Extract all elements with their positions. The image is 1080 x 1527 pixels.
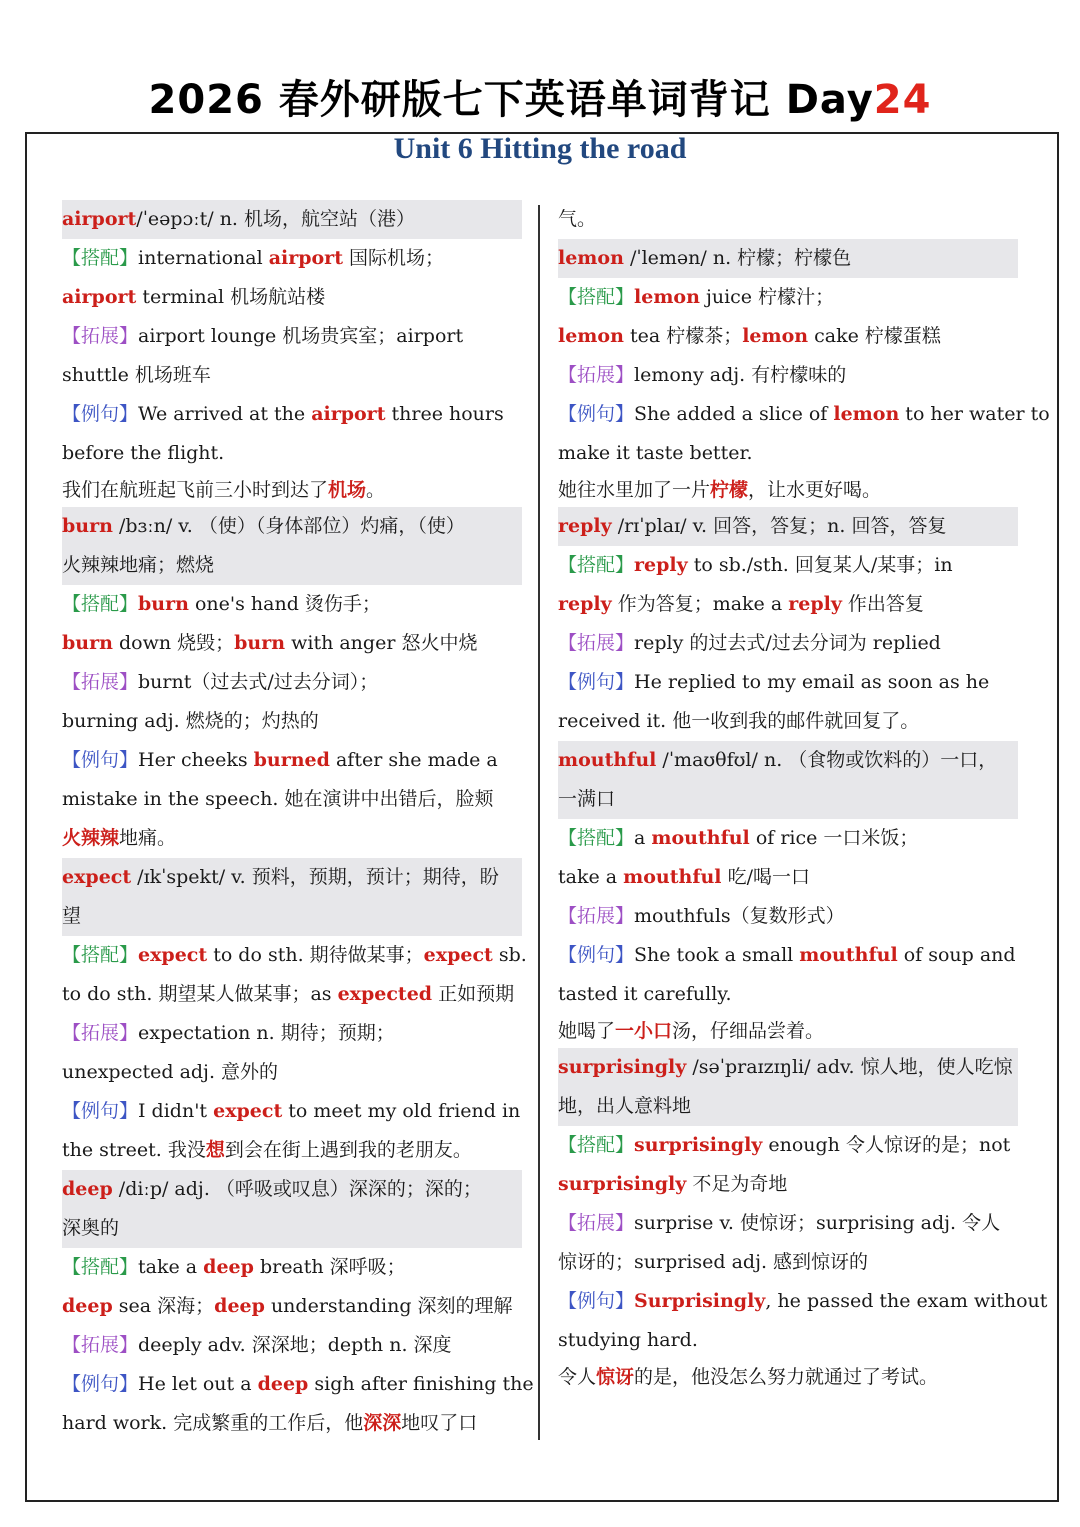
line-text: tea 柠檬茶； <box>623 325 743 347</box>
line-text: 地叹了口 <box>401 1412 478 1434</box>
line-text: to her water to <box>899 403 1050 425</box>
extension-tag: 【拓展】 <box>62 325 139 347</box>
left-column <box>62 200 534 1443</box>
line-text: burning adj. 燃烧的；灼热的 <box>62 710 319 732</box>
line-text: of soup and <box>897 944 1016 966</box>
highlight-term: 柠檬 <box>710 479 749 501</box>
line-text: after she made a <box>329 749 498 771</box>
collocation-tag: 【搭配】 <box>558 286 635 308</box>
line-text: 一满口 <box>558 788 616 810</box>
entry-header-line <box>62 546 522 585</box>
line-text: take a <box>138 1256 204 1278</box>
entry-line <box>558 1126 1018 1165</box>
entry-line <box>558 473 1018 507</box>
line-text: 正如预期 <box>432 983 515 1005</box>
line-text: /ˈlemən/ n. 柠檬；柠檬色 <box>623 247 852 269</box>
entry-line <box>62 395 522 434</box>
highlight-term: expect <box>213 1100 283 1122</box>
example-tag: 【例句】 <box>62 403 139 425</box>
entry-header-line <box>558 1087 1018 1126</box>
line-text: to do sth. 期待做某事； <box>207 944 424 966</box>
highlight-term: 火辣辣 <box>62 827 120 849</box>
line-text: 深奥的 <box>62 1217 120 1239</box>
line-text: lemony adj. 有柠檬味的 <box>634 364 847 386</box>
entry-line <box>62 317 522 356</box>
entry-line <box>558 1165 1018 1204</box>
line-text: 汤，仔细品尝着。 <box>672 1020 825 1042</box>
document-title <box>0 68 1080 125</box>
entry-header-line <box>62 858 522 897</box>
entry-line <box>558 702 1018 741</box>
highlight-term: airport <box>311 403 386 425</box>
line-text: tasted it carefully. <box>558 983 732 1005</box>
entry-line <box>558 897 1018 936</box>
line-text: of rice 一口米饭； <box>749 827 919 849</box>
line-text: make it taste better. <box>558 442 753 464</box>
line-text: /diːp/ adj. （呼吸或叹息）深深的；深的； <box>112 1178 482 1200</box>
highlight-term: burn <box>138 593 189 615</box>
line-text: one's hand 烫伤手； <box>188 593 381 615</box>
line-text: 地，出人意料地 <box>558 1095 692 1117</box>
entry-header-line <box>62 1209 522 1248</box>
line-text: airport lounge 机场贵宾室；airport <box>138 325 464 347</box>
line-text: deeply adv. 深深地；depth n. 深度 <box>138 1334 452 1356</box>
entry-header-line <box>558 780 1018 819</box>
highlight-term: 想 <box>205 1139 225 1161</box>
highlight-term: mouthful <box>651 827 750 849</box>
example-tag: 【例句】 <box>558 671 635 693</box>
line-text: sea 深海； <box>112 1295 215 1317</box>
entry-line <box>558 200 1018 239</box>
line-text: cake 柠檬蛋糕 <box>808 325 941 347</box>
headword: airport <box>62 208 137 230</box>
entry-line <box>62 936 527 975</box>
entry-line <box>558 546 1018 585</box>
entry-line <box>558 819 1018 858</box>
line-text: Her cheeks <box>138 749 254 771</box>
collocation-tag: 【搭配】 <box>62 1256 139 1278</box>
line-text: with anger 怒火中烧 <box>285 632 478 654</box>
line-text: terminal 机场航站楼 <box>136 286 326 308</box>
highlight-term: lemon <box>558 325 624 347</box>
extension-tag: 【拓展】 <box>62 1334 139 1356</box>
line-text: understanding 深刻的理解 <box>264 1295 513 1317</box>
entry-line <box>62 663 522 702</box>
line-text: 望 <box>62 905 82 927</box>
line-text: mouthfuls（复数形式） <box>634 905 845 927</box>
entry-line <box>62 434 522 473</box>
line-text: shuttle 机场班车 <box>62 364 211 386</box>
highlight-term: burn <box>62 632 113 654</box>
entry-line <box>558 858 1018 897</box>
entry-line <box>558 1321 1018 1360</box>
entry-line <box>558 1243 1018 1282</box>
example-tag: 【例句】 <box>558 944 635 966</box>
unit-title: Unit 6 Hitting the road <box>393 132 687 165</box>
line-text: down 烧毁； <box>112 632 235 654</box>
highlight-term: mouthful <box>799 944 898 966</box>
entry-header-line <box>62 507 522 546</box>
entry-line <box>62 1404 522 1443</box>
line-text: to sb./sth. 回复某人/某事；in <box>687 554 953 576</box>
line-text: /ˈmaʊθfʊl/ n. （食物或饮料的）一口， <box>656 749 998 771</box>
line-text: the street. 我没 <box>62 1139 206 1161</box>
highlight-term: 惊讶 <box>596 1366 635 1388</box>
entry-line <box>558 1282 1048 1321</box>
extension-tag: 【拓展】 <box>62 1022 139 1044</box>
line-text: three hours <box>385 403 504 425</box>
entry-line <box>62 975 522 1014</box>
entry-line <box>558 1014 1018 1048</box>
collocation-tag: 【搭配】 <box>558 827 635 849</box>
headword: expect <box>62 866 132 888</box>
line-text: juice 柠檬汁； <box>699 286 835 308</box>
line-text: unexpected adj. 意外的 <box>62 1061 279 1083</box>
line-text: 地痛。 <box>119 827 177 849</box>
line-text: 火辣辣地痛；燃烧 <box>62 554 215 576</box>
line-text: 气。 <box>558 208 597 230</box>
day-number: 24 <box>873 77 932 123</box>
entry-line <box>558 1204 1018 1243</box>
collocation-tag: 【搭配】 <box>558 554 635 576</box>
highlight-term: mouthful <box>623 866 722 888</box>
entry-line <box>62 1248 522 1287</box>
line-text: received it. 他一收到我的邮件就回复了。 <box>558 710 920 732</box>
collocation-tag: 【搭配】 <box>62 593 139 615</box>
line-text: enough 令人惊讶的是；not <box>762 1134 1011 1156</box>
entry-line <box>62 1014 522 1053</box>
highlight-term: burn <box>234 632 286 654</box>
line-text: 她往水里加了一片 <box>558 479 711 501</box>
highlight-term: deep <box>62 1295 113 1317</box>
highlight-term: airport <box>62 286 137 308</box>
highlight-term: deep <box>257 1373 309 1395</box>
line-text: reply 的过去式/过去分词为 replied <box>634 632 941 654</box>
line-text: mistake in the speech. 她在演讲中出错后，脸颊 <box>62 788 494 810</box>
entry-header-line <box>62 1170 522 1209</box>
line-text: , he passed the exam without <box>765 1290 1048 1312</box>
highlight-term: 一小口 <box>615 1020 673 1042</box>
entry-line <box>62 239 522 278</box>
collocation-tag: 【搭配】 <box>62 944 139 966</box>
extension-tag: 【拓展】 <box>558 1212 635 1234</box>
headword: mouthful <box>558 749 657 771</box>
entry-line <box>62 624 522 663</box>
example-tag: 【例句】 <box>558 403 635 425</box>
highlight-term: expect <box>138 944 208 966</box>
extension-tag: 【拓展】 <box>558 905 635 927</box>
entry-line <box>62 1365 534 1404</box>
highlight-term: expected <box>337 983 433 1005</box>
line-text: /bɜːn/ v. （使）（身体部位）灼痛，（使） <box>112 515 465 537</box>
line-text: burnt（过去式/过去分词）； <box>138 671 379 693</box>
example-tag: 【例句】 <box>62 749 139 771</box>
extension-tag: 【拓展】 <box>558 364 635 386</box>
entry-line <box>62 585 522 624</box>
entry-line <box>558 624 1018 663</box>
entry-line <box>558 395 1050 434</box>
highlight-term: reply <box>634 554 688 576</box>
highlight-term: reply <box>788 593 842 615</box>
extension-tag: 【拓展】 <box>558 632 635 654</box>
line-text: 令人 <box>558 1366 597 1388</box>
entry-line <box>558 663 1018 702</box>
line-text: /səˈpraɪzɪŋli/ adv. 惊人地，使人吃惊 <box>686 1056 1013 1078</box>
entry-line <box>62 1326 522 1365</box>
line-text: He replied to my email as soon as he <box>634 671 990 693</box>
highlight-term: surprisingly <box>558 1173 687 1195</box>
line-text: We arrived at the <box>138 403 312 425</box>
line-text: sigh after finishing the <box>308 1373 534 1395</box>
line-text: /ˈeəpɔːt/ n. 机场，航空站（港） <box>136 208 416 230</box>
line-text: She took a small <box>634 944 800 966</box>
highlight-term: deep <box>214 1295 265 1317</box>
line-text: 国际机场； <box>342 247 445 269</box>
headword: deep <box>62 1178 113 1200</box>
highlight-term: Surprisingly <box>634 1290 766 1312</box>
line-text: hard work. 完成繁重的工作后，他 <box>62 1412 364 1434</box>
entry-line <box>558 585 1018 624</box>
entry-line <box>558 317 1018 356</box>
line-text: He let out a <box>138 1373 258 1395</box>
highlight-term: deep <box>203 1256 254 1278</box>
line-text: 她喝了 <box>558 1020 616 1042</box>
collocation-tag: 【搭配】 <box>558 1134 635 1156</box>
entry-header-line <box>558 1048 1018 1087</box>
highlight-term: 深深 <box>363 1412 402 1434</box>
entry-line <box>62 1131 522 1170</box>
line-text: international <box>138 247 269 269</box>
highlight-term: burned <box>253 749 330 771</box>
line-text: surprise v. 使惊讶；surprising adj. 令人 <box>634 1212 1001 1234</box>
line-text: 的是，他没怎么努力就通过了考试。 <box>634 1366 939 1388</box>
entry-line <box>558 356 1018 395</box>
column-divider <box>538 205 540 1440</box>
line-text: studying hard. <box>558 1329 698 1351</box>
line-text: 到会在街上遇到我的老朋友。 <box>224 1139 472 1161</box>
highlight-term: airport <box>268 247 343 269</box>
collocation-tag: 【搭配】 <box>62 247 139 269</box>
line-text: 惊讶的；surprised adj. 感到惊讶的 <box>558 1251 869 1273</box>
entry-header-line <box>62 200 522 239</box>
entry-header-line <box>558 239 1018 278</box>
line-text: to do sth. 期望某人做某事；as <box>62 983 338 1005</box>
headword: surprisingly <box>558 1056 687 1078</box>
entry-line <box>558 278 1018 317</box>
entry-line <box>62 473 522 507</box>
line-text: /ɪkˈspekt/ v. 预料，预期，预计；期待，盼 <box>131 866 499 888</box>
entry-line <box>558 975 1018 1014</box>
entry-line <box>558 434 1018 473</box>
line-text: a <box>634 827 652 849</box>
entry-line <box>62 278 522 317</box>
line-text: 作出答复 <box>841 593 924 615</box>
line-text: before the flight. <box>62 442 225 464</box>
entry-header-line <box>558 507 1018 546</box>
line-text: 不足为奇地 <box>686 1173 788 1195</box>
entry-line <box>62 1287 522 1326</box>
highlight-term: expect <box>423 944 493 966</box>
entry-line <box>62 1053 522 1092</box>
line-text: I didn't <box>138 1100 214 1122</box>
entry-header-line <box>558 741 1018 780</box>
entry-header-line <box>62 897 522 936</box>
line-text: take a <box>558 866 624 888</box>
entry-line <box>558 1360 1018 1394</box>
headword: burn <box>62 515 113 537</box>
title-text: 2026 春外研版七下英语单词背记 Day <box>148 77 874 123</box>
headword: lemon <box>558 247 624 269</box>
line-text: 作为答复；make a <box>611 593 789 615</box>
entry-line <box>558 936 1018 975</box>
line-text: ，让水更好喝。 <box>748 479 882 501</box>
example-tag: 【例句】 <box>62 1373 139 1395</box>
line-text: breath 深呼吸； <box>253 1256 406 1278</box>
line-text: She added a slice of <box>634 403 834 425</box>
example-tag: 【例句】 <box>62 1100 139 1122</box>
line-text: 吃/喝一口 <box>721 866 810 888</box>
highlight-term: lemon <box>742 325 809 347</box>
line-text: /rɪˈplaɪ/ v. 回答，答复；n. 回答，答复 <box>611 515 947 537</box>
entry-line <box>62 1092 522 1131</box>
entry-line <box>62 741 522 780</box>
line-text: to meet my old friend in <box>282 1100 521 1122</box>
extension-tag: 【拓展】 <box>62 671 139 693</box>
highlight-term: surprisingly <box>634 1134 763 1156</box>
entry-line <box>62 702 522 741</box>
highlight-term: lemon <box>634 286 700 308</box>
entry-line <box>62 780 522 819</box>
entry-line <box>62 819 522 858</box>
highlight-term: 机场 <box>328 479 367 501</box>
example-tag: 【例句】 <box>558 1290 635 1312</box>
entry-line <box>62 356 522 395</box>
headword: reply <box>558 515 612 537</box>
highlight-term: reply <box>558 593 612 615</box>
line-text: 我们在航班起飞前三小时到达了 <box>62 479 329 501</box>
line-text: sb. <box>492 944 527 966</box>
highlight-term: lemon <box>833 403 900 425</box>
line-text: 。 <box>366 479 386 501</box>
line-text: expectation n. 期待；预期； <box>138 1022 395 1044</box>
right-column <box>558 200 1050 1394</box>
